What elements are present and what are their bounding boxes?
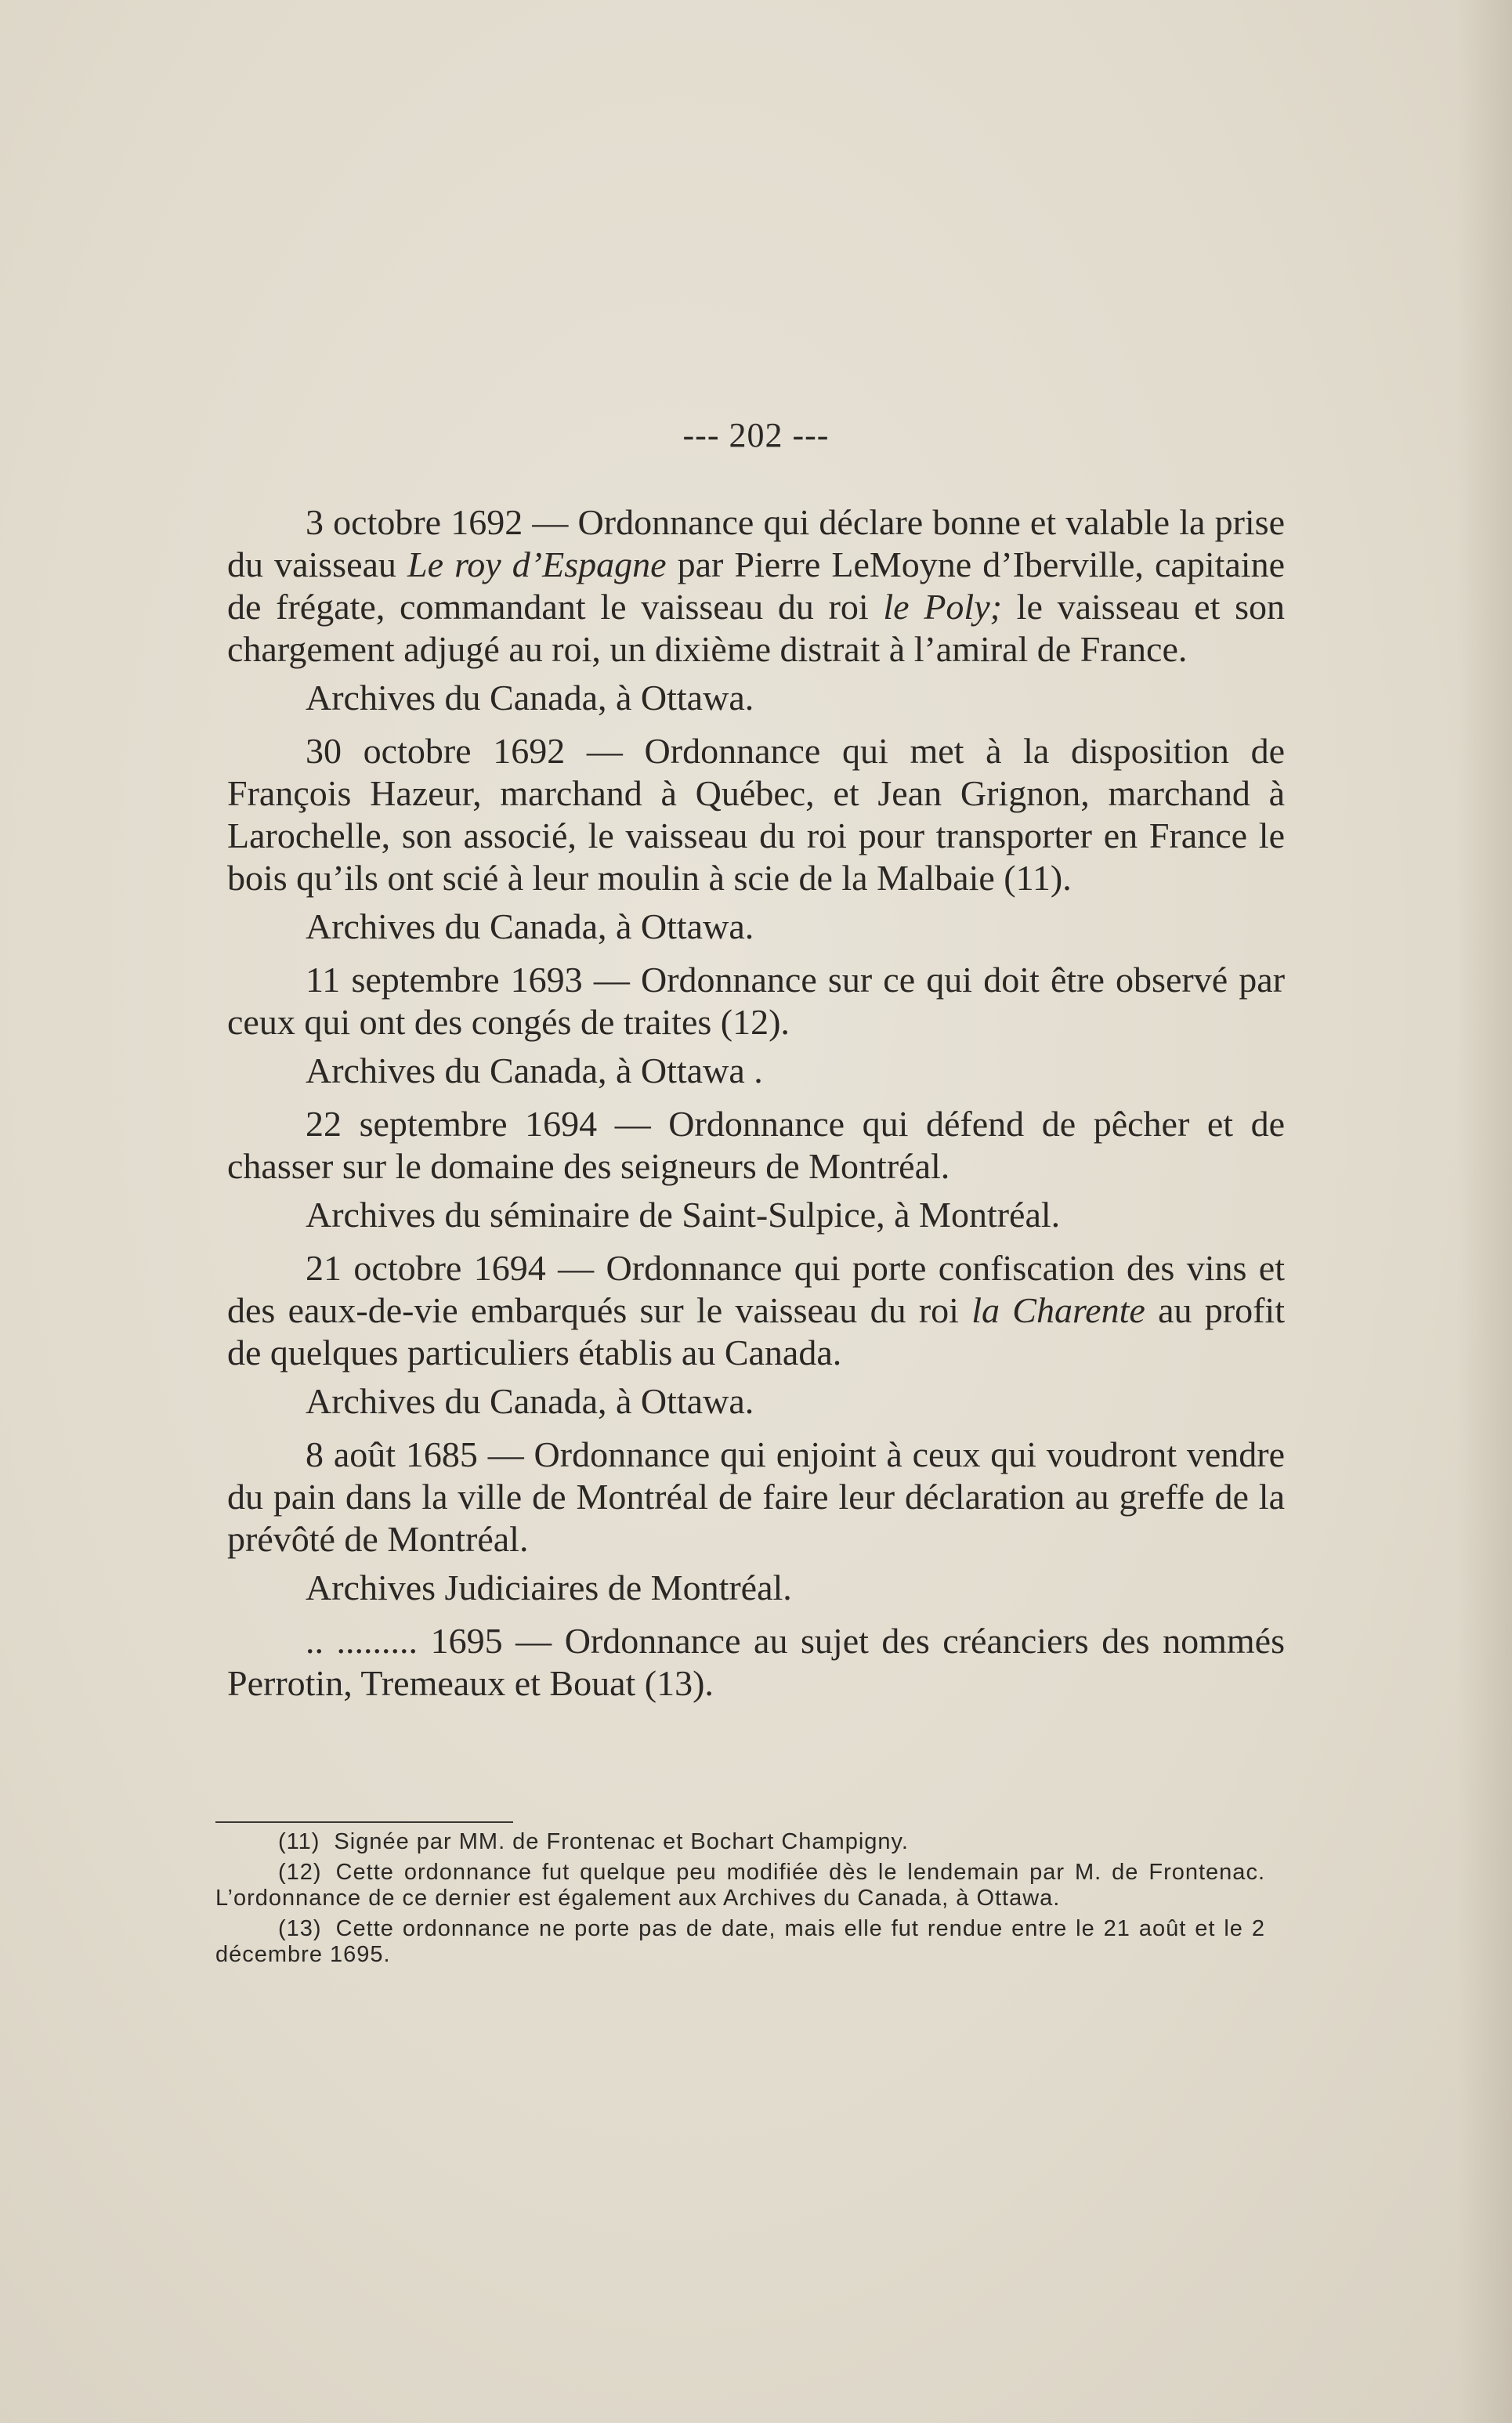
entry-date: 22 septembre 1694 [306,1104,598,1144]
ordinance-entry [227,1620,1285,1705]
archive-source: Archives du Canada, à Ottawa. [306,678,754,718]
ordinance-entry [227,1103,1285,1188]
archive-source: Archives du Canada, à Ottawa . [306,1051,763,1090]
entry-text: — Ordonnance au sujet des créanciers des nommés Perrotin, Tremeaux et Bouat (13). [227,1621,1286,1703]
page-edge-shadow [1457,0,1512,2423]
footnote-text: Signée par MM. de Frontenac et Bochart Champigny. [334,1829,909,1854]
entry-text: — Ordonnance sur ce qui doit être observé par ceux qui ont des congés de traites (12). [227,960,1286,1042]
ordinance-entry [227,959,1285,1043]
footnote [215,1829,1265,1855]
entry-text: — Ordonnance qui défend de pêcher et de chasser sur le domaine des seigneurs de Montréal. [227,1104,1286,1186]
vessel-name: la Charente [971,1290,1145,1330]
entry-date: 3 octobre 1692 [306,502,523,542]
entry-date: 30 octobre 1692 [306,731,566,771]
footnote-number: (12) [278,1860,322,1885]
entry-date: 11 septembre 1693 [306,960,583,1000]
archive-source: Archives du Canada, à Ottawa. [306,1381,754,1421]
entry-text: — Ordonnance qui porte confiscation des vins et des eaux-de-vie embarqués sur le vaisseau du roi [227,1248,1286,1330]
ordinance-entry [227,501,1285,671]
footnote-number: (11) [278,1829,320,1854]
archive-source: Archives Judiciaires de Montréal. [306,1568,792,1607]
footnote [215,1916,1265,1968]
entry-text: par Pierre LeMoyne d’Iberville, capitaine de frégate, commandant le vaisseau du roi [227,544,1285,627]
entry-text: — Ordonnance qui met à la disposition de François Hazeur, marchand à Québec, et Jean Grignon, marchand à Larochelle, son associé, le vaisseau du roi pour transporter en France le bois qu’ils ont scié à leur moulin à scie de la Malbaie (11). [227,731,1285,898]
ordinance-entry [227,730,1285,899]
archive-source: Archives du séminaire de Saint-Sulpice, à Montréal. [306,1195,1061,1235]
entry-date: .. ......... 1695 [306,1621,503,1661]
ordinance-entry [227,1247,1285,1374]
footnote-separator [215,1821,513,1823]
footnote-number: (13) [278,1916,322,1941]
entry-date: 21 octobre 1694 [306,1248,546,1288]
entry-date: 8 août 1685 [306,1434,478,1474]
entry-text: au profit de quelques particuliers établis au Canada. [227,1290,1285,1372]
footnote [215,1860,1265,1911]
entry-text: le vaisseau et son chargement adjugé au roi, un dixième distrait à l’amiral de France. [227,587,1285,669]
ordinance-entry [227,1434,1285,1560]
entry-text: — Ordonnance qui déclare bonne et valable la prise du vaisseau [227,502,1285,584]
entry-text: — Ordonnance qui enjoint à ceux qui voudront vendre du pain dans la ville de Montréal de faire leur déclaration au greffe de la prévôté de Montréal. [227,1434,1286,1559]
page-number: --- 202 --- [682,416,830,454]
footnote-text: Cette ordonnance fut quelque peu modifiée dès le lendemain par M. de Frontenac. L’ordonnance de ce dernier est également aux Archives du Canada, à Ottawa. [215,1860,1265,1911]
vessel-name: le Poly; [883,587,1002,627]
footnote-text: Cette ordonnance ne porte pas de date, mais elle fut rendue entre le 21 août et le 2 décembre 1695. [215,1916,1265,1967]
body-text [227,501,1285,1711]
footnotes [215,1829,1265,1973]
vessel-name: Le roy d’Espagne [407,544,667,584]
archive-source: Archives du Canada, à Ottawa. [306,906,754,946]
